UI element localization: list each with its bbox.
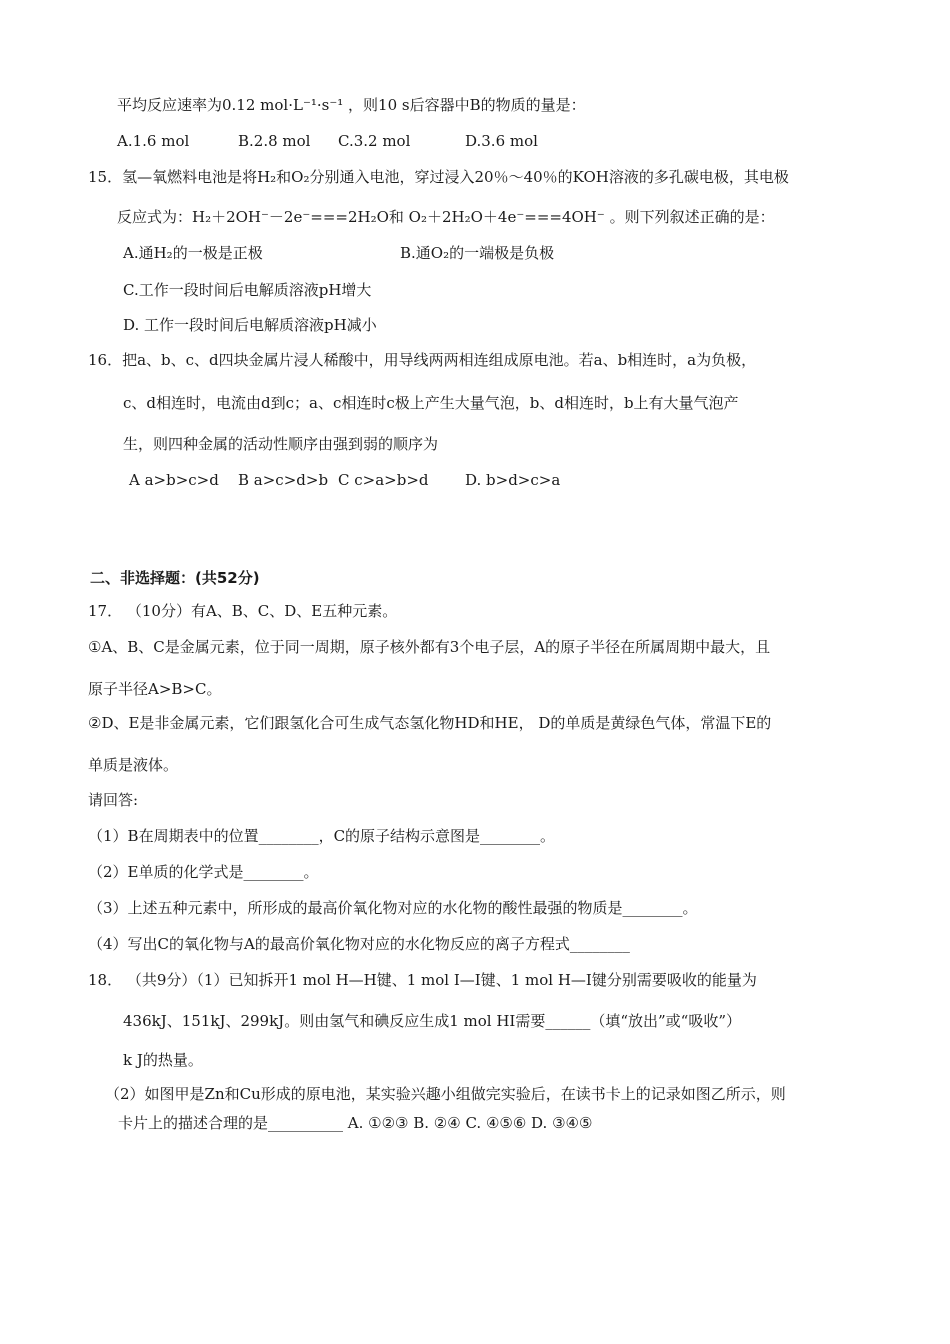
q18-stem-line1: 18． （共9分）（1）已知拆开1 mol H—H键、1 mol I—I键、1 mol H—I键分别需要吸收的能量为 bbox=[88, 971, 757, 989]
q15-option-c: C.工作一段时间后电解质溶液pH增大 bbox=[123, 281, 372, 299]
q14-stem: 平均反应速率为0.12 mol·L⁻¹·s⁻¹ ，则10 s后容器中B的物质的量是： bbox=[117, 96, 586, 114]
q18-stem-line3: k J的热量。 bbox=[123, 1051, 203, 1069]
q16-option-a: A a>b>c>d bbox=[129, 471, 219, 489]
q17-part-3: （3）上述五种元素中，所形成的最高价氧化物对应的水化物的酸性最强的物质是________。 bbox=[88, 899, 698, 917]
q15-option-d: D. 工作一段时间后电解质溶液pH减小 bbox=[123, 316, 377, 334]
q16-stem-line1: 16．把a、b、c、d四块金属片浸人稀酸中，用导线两两相连组成原电池。若a、b相连时，a为负极， bbox=[88, 351, 757, 369]
section-title: 二、非选择题：(共52分) bbox=[90, 569, 260, 587]
q14-option-d: D.3.6 mol bbox=[465, 132, 538, 150]
q16-options bbox=[129, 470, 560, 490]
q17-condition-2b: 单质是液体。 bbox=[88, 756, 179, 774]
q18-part-2-line2: 卡片上的描述合理的是__________ A. ①②③ B. ②④ C. ④⑤⑥ D. ③④⑤ bbox=[118, 1114, 593, 1132]
q15-option-a: A.通H₂的一极是正极 bbox=[123, 244, 263, 262]
q17-part-4: （4）写出C的氧化物与A的最高价氧化物对应的水化物反应的离子方程式________ bbox=[88, 935, 630, 953]
q15-stem-line1: 15．氢—氧燃料电池是将H₂和O₂分别通入电池，穿过浸入20％～40％的KOH溶液的多孔碳电极，其电极 bbox=[88, 168, 789, 186]
q14-option-a: A.1.6 mol bbox=[117, 132, 190, 150]
q17-condition-1b: 原子半径A>B>C。 bbox=[88, 680, 222, 698]
q17-part-2: （2）E单质的化学式是________。 bbox=[88, 863, 319, 881]
q17-part-1: （1）B在周期表中的位置________，C的原子结构示意图是________。 bbox=[88, 827, 556, 845]
q16-option-b: B a>c>d>b bbox=[238, 471, 329, 489]
q16-stem-line3: 生，则四种金属的活动性顺序由强到弱的顺序为 bbox=[123, 435, 439, 453]
q15-option-b: B.通O₂的一端极是负极 bbox=[400, 244, 555, 262]
q16-stem-line2: c、d相连时，电流由d到c；a、c相连时c极上产生大量气泡，b、d相连时，b上有大量气泡产 bbox=[123, 394, 739, 412]
q16-option-c: C c>a>b>d bbox=[338, 471, 429, 489]
q14-option-c: C.3.2 mol bbox=[338, 132, 411, 150]
q14-option-b: B.2.8 mol bbox=[238, 132, 311, 150]
q18-part-2-line1: （2）如图甲是Zn和Cu形成的原电池，某实验兴趣小组做完实验后，在读书卡上的记录如图乙所示，则 bbox=[105, 1085, 786, 1103]
q15-stem-line2: 反应式为：H₂＋2OH⁻－2e⁻===2H₂O和 O₂＋2H₂O＋4e⁻===4OH⁻ 。则下列叙述正确的是： bbox=[117, 208, 775, 226]
q17-prompt: 请回答: bbox=[88, 791, 139, 809]
q17-stem: 17． （10分）有A、B、C、D、E五种元素。 bbox=[88, 602, 398, 620]
q18-stem-line2: 436kJ、151kJ、299kJ。则由氢气和碘反应生成1 mol HI需要______（填“放出”或“吸收”） bbox=[123, 1012, 742, 1030]
q17-condition-1a: ①A、B、C是金属元素，位于同一周期，原子核外都有3个电子层，A的原子半径在所属周期中最大，且 bbox=[88, 638, 771, 656]
q16-option-d: D. b>d>c>a bbox=[465, 471, 561, 489]
q14-options bbox=[117, 131, 538, 151]
q17-condition-2a: ②D、E是非金属元素，它们跟氢化合可生成气态氢化物HD和HE， D的单质是黄绿色气体，常温下E的 bbox=[88, 714, 772, 732]
